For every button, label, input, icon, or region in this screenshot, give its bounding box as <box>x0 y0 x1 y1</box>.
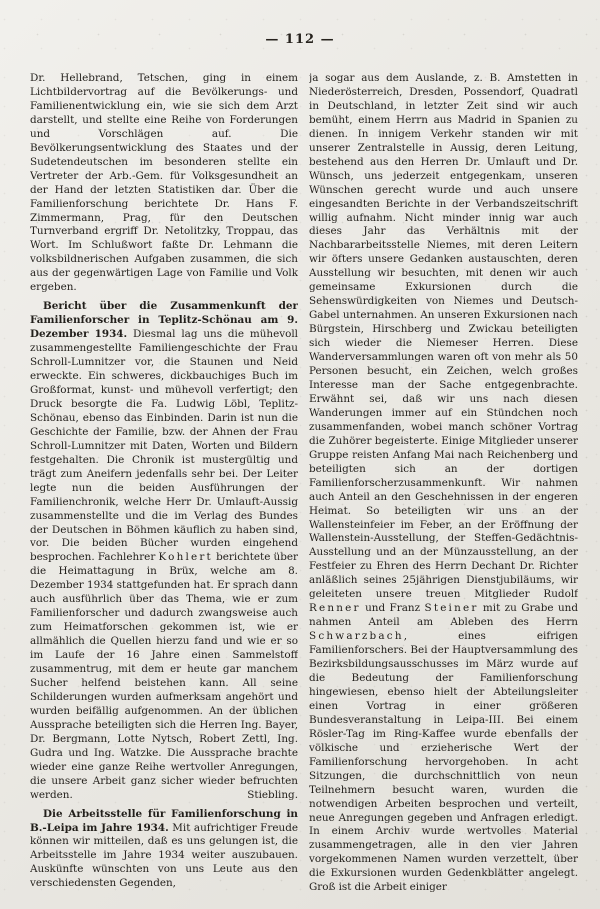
spaced-name-steiner: Steiner <box>424 602 479 615</box>
paragraph-leipa-continuation <box>309 72 578 892</box>
paragraph-text: Diesmal lag uns die mühevoll zusammengestellte Familiengeschichte der Frau Schroll-Lumnitzer vor, die Staunen und Neid erweckte. Ein schweres, dickbauchiges Buch im Großformat, kunst- und mühevoll verfertigt; den Druck besorgte die Fa. Ludwig Löbl, Teplitz-Schönau, ebenso das Einbinden. Darin ist nun die Geschichte der Familie, bzw. der Ahnen der Frau Schroll-Lumnitzer mit Daten, Worten und Bildern festgehalten. Die Chronik ist mustergültig und trägt zum Aneifern jedenfalls sehr bei. Der Leiter legte nun die beiden Ausführungen der Familienchronik, welche Herr Dr. Umlauft-Aussig zusammenstellte und die im Verlag des Bundes der Deutschen in Böhmen käuflich zu haben sind, vor. Die beiden Bücher wurden eingehend besprochen. Fachlehrer <box>30 328 298 564</box>
section-heading-teplitz: Bericht über die Zusammenkunft der Familienforscher in Teplitz-Schönau am 9. Dezember 1934. <box>30 300 298 341</box>
paragraph-text: und Franz <box>360 602 425 615</box>
section-heading-leipa: Die Arbeitsstelle für Familienforschung in B.-Leipa im Jahre 1934. <box>30 807 298 834</box>
paragraph-text: berichtete über die Heimattagung in Brüx, welche am 8. Dezember 1934 stattgefunden hat. Er sprach dann auch ausführlich über das Thema, wie er zum Familienforscher und dadurch zwangsweise auch zum Heimatforschen gekommen ist, wie er allmählich die Quellen hierzu fand und wie er so im Laufe der 16 Jahre einen Sammelstoff zusammentrug, mit dem er heute gar manchem Sucher helfend beistehen kann. All seine Schilderungen wurden aufmerksam angehört und wurden beifällig aufgenommen. An der üblichen Aussprache beteiligten sich die Herren Ing. Bayer, Dr. Bergmann, Lotte Nytsch, Robert Zettl, Ing. Gudra und Ing. Watzke. Die Aussprache brachte wieder eine ganze Reihe wertvoller Anregungen, die unsere Arbeit ganz sicher wieder befruchten werden. <box>30 551 298 801</box>
right-column <box>309 72 578 892</box>
paragraph-text: Dr. Hellebrand, Tetschen, ging in einem Lichtbildervortrag auf die Bevölkerungs- und Familienentwicklung ein, wie sie sich dem Arzt darstellt, und stellte eine Reihe von Forderungen und Vorschlägen auf. Die Bevölkerungsentwicklung des Staates und der Sudetendeutschen im besonderen stellte ein Vertreter der Arb.-Gem. für Volksgesundheit an der Hand der letzten Statistiken dar. Über die Familienforschung berichtete Dr. Hans F. Zimmermann, Prag, für den Deutschen Turnverband ergriff Dr. Netolitzky, Troppau, das Wort. Im Schlußwort faßte Dr. Lehmann die volksbildnerischen Aufgaben zusammen, die sich aus der gegenwärtigen Lage von Familie und Volk ergeben. <box>30 72 298 294</box>
text-columns <box>30 72 578 892</box>
paragraph-text: Mit aufrichtiger Freude können wir mitteilen, daß es uns gelungen ist, die Arbeitsstelle im Jahre 1934 weiter auszubauen. Auskünfte wünschten von uns Leute aus den verschiedensten Gegenden, <box>30 821 298 890</box>
spaced-name-renner: Renner <box>309 602 361 615</box>
left-column <box>30 72 298 892</box>
paragraph-text: ja sogar aus dem Auslande, z. B. Amstetten in Niederösterreich, Dresden, Possendorf, Quadratl in Deutschland, in letzter Zeit sind wir auch bemüht, einem Herrn aus Madrid in Spanien zu dienen. In innigem Verkehr standen wir mit unserer Zentralstelle in Aussig, deren Leitung, bestehend aus den Herren Dr. Umlauft und Dr. Wünsch, uns jederzeit entgegenkam, unseren Wünschen gerecht wurde und auch unsere eingesandten Berichte in der Verbandszeitschrift willig aufnahm. Nicht minder innig war auch dieses Jahr das Verhältnis mit der Nachbararbeitsstelle Niemes, mit deren Leitern wir öfters unsere Gedanken austauschten, deren Ausstellung wir besuchten, mit denen wir auch gemeinsame Exkursionen durch die Sehenswürdigkeiten von Niemes und Deutsch-Gabel unternahmen. An unseren Exkursionen nach Bürgstein, Hirschberg und Zwickau beteiligten sich wieder die Niemeser Herren. Diese Wanderversammlungen waren oft von mehr als 50 Personen besucht, ein Zeichen, welch großes Interesse man der Sache entgegenbrachte. Erwähnt sei, daß wir uns nach diesen Wanderungen immer auf ein Stündchen noch zusammenfanden, wobei manch schöner Vortrag die Zuhörer begeisterte. Einige Mitglieder unserer Gruppe reisten Anfang Mai nach Reichenberg und beteiligten sich an der dortigen Familienforscherzusammenkunft. Wir nahmen auch Anteil an den Geschehnissen in der engeren Heimat. So beteiligten wir uns an der Wallensteinfeier im Feber, an der Eröffnung der Wallenstein-Ausstellung, der Steffen-Gedächtnis-Ausstellung und an der Münzausstellung, an der Festfeier zu Ehren des Herrn Dechant Dr. Richter anläßlich seines 25jährigen Dienstjubiläums, wir geleiteten unsere treuen Mitglieder Rudolf <box>309 72 578 601</box>
spaced-name-kohlert: Kohlert <box>158 551 213 564</box>
paragraph-leipa-report <box>30 808 298 892</box>
paragraph-lecture-report <box>30 72 298 295</box>
paragraph-text: , eines eifrigen Familienforschers. Bei der Hauptversammlung des Bezirksbildungsausschusses im März wurde auf die Bedeutung der Familienforschung hingewiesen, ebenso hielt der Abteilungsleiter einen Vortrag in einer größeren Bundesveranstaltung in Leipa-III. Bei einem Rösler-Tag im Ring-Kaffee wurde ebenfalls der völkische und erzieherische Wert der Familienforschung hervorgehoben. In acht Sitzungen, die durchschnittlich von neun Teilnehmern besucht waren, wurden die notwendigen Arbeiten besprochen und verteilt, neue Anregungen gegeben und Anfragen erledigt. In einem Archiv wurde wertvolles Material zusammengetragen, alle in den vier Jahren vorgekommenen Namen wurden verzettelt, über die Exkursionen wurden Gedenkblätter angelegt. Groß ist die Arbeit einiger <box>309 630 578 892</box>
spaced-name-schwarzbach: Schwarzbach <box>309 630 404 643</box>
paragraph-text: mit zu Grabe und nahmen Anteil am Ableben des Herrn <box>309 602 578 629</box>
page-number: — 112 — <box>265 32 335 47</box>
author-signature: Stiebling. <box>247 788 298 801</box>
paragraph-teplitz-report <box>30 300 298 802</box>
